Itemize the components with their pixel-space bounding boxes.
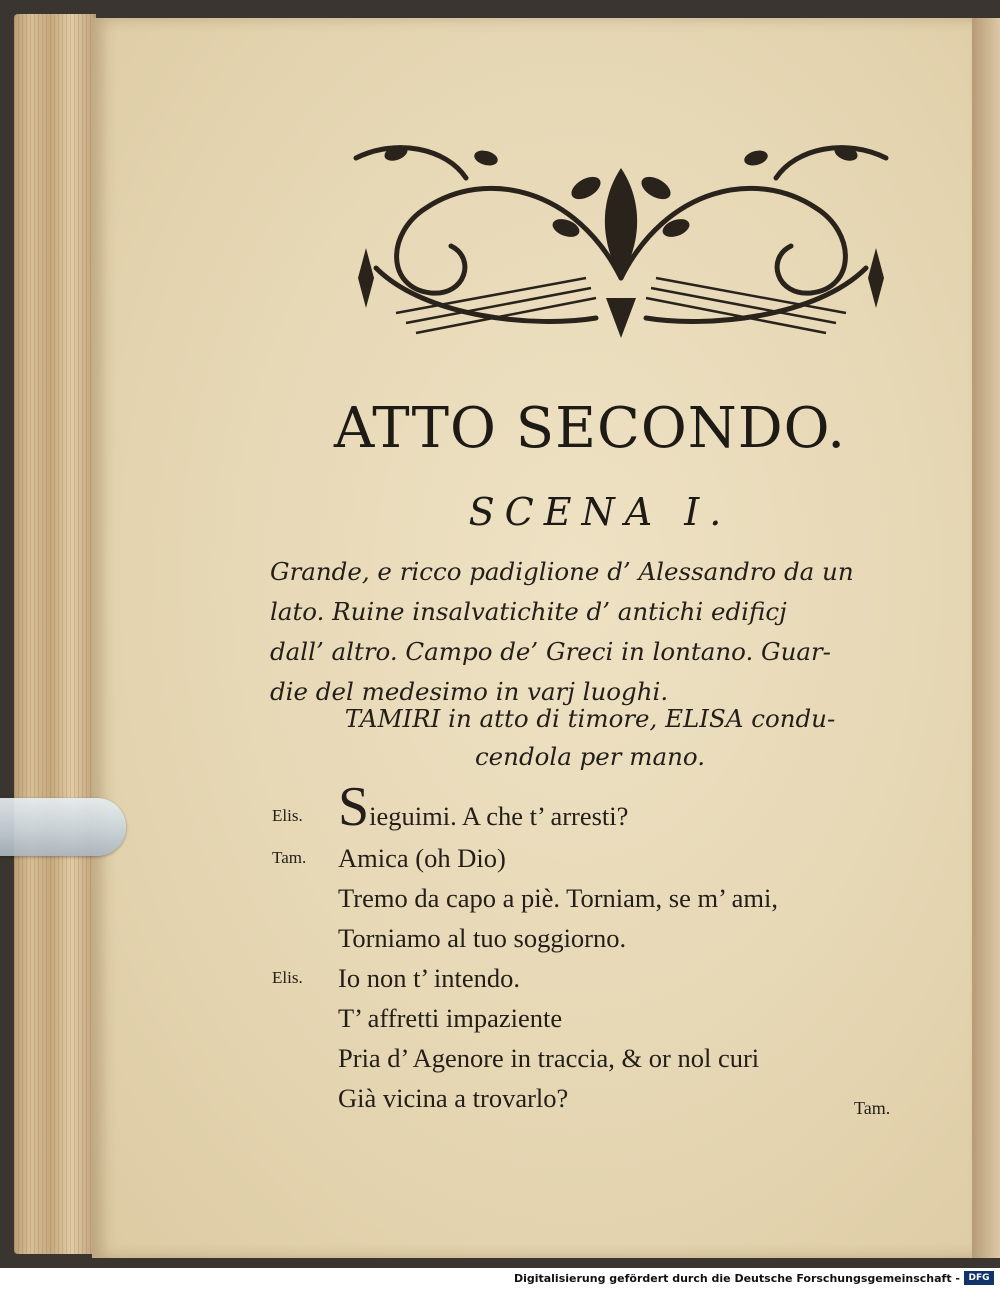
scene-heading: SCENA I. bbox=[468, 490, 732, 534]
act-title: ATTO SECONDO. bbox=[333, 396, 847, 461]
verse-rest: ieguimi. A che t’ arresti? bbox=[369, 801, 629, 831]
description-line: lato. Ruine insalvatichite d’ antichi edificj bbox=[270, 597, 787, 626]
dialogue-line bbox=[0, 956, 1000, 1000]
page-clip bbox=[0, 798, 126, 856]
verse-text: Pria d’ Agenore in traccia, & or nol curi bbox=[338, 1043, 760, 1073]
verse-text: T’ affretti impaziente bbox=[338, 1003, 563, 1033]
description-line: dall’ altro. Campo de’ Greci in lontano. Guar- bbox=[270, 637, 831, 666]
speaker-label: Elis. bbox=[272, 968, 303, 987]
verse-text: Io non t’ intendo. bbox=[338, 963, 521, 993]
dialogue-line bbox=[0, 916, 1000, 960]
verse-text: Tremo da capo a piè. Torniam, se m’ ami, bbox=[338, 883, 778, 913]
dialogue-line bbox=[0, 996, 1000, 1040]
dfg-logo: DFG bbox=[964, 1271, 994, 1285]
dialogue-line bbox=[0, 1036, 1000, 1080]
footer-bar bbox=[0, 1268, 1000, 1289]
stage-description bbox=[270, 552, 910, 712]
dialogue-line bbox=[0, 1076, 1000, 1120]
description-line: die del medesimo in varj luoghi. bbox=[270, 677, 669, 706]
direction-line: TAMIRI in atto di timore, ELISA condu- bbox=[344, 704, 836, 733]
dialogue-line bbox=[0, 776, 1000, 838]
direction-line: cendola per mano. bbox=[474, 742, 706, 771]
funding-notice: Digitalisierung gefördert durch die Deutsche Forschungsgemeinschaft - bbox=[513, 1272, 960, 1285]
speaker-label: Elis. bbox=[272, 806, 303, 825]
speaker-label: Tam. bbox=[272, 848, 307, 867]
verse-text bbox=[338, 776, 629, 838]
dialogue-line bbox=[0, 876, 1000, 920]
verse-text: Amica (oh Dio) bbox=[338, 843, 506, 873]
decorative-headpiece bbox=[336, 128, 906, 343]
verse-text: Già vicina a trovarlo? bbox=[338, 1083, 569, 1113]
verse-text: Torniamo al tuo soggiorno. bbox=[338, 923, 627, 953]
dialogue-line bbox=[0, 836, 1000, 880]
catchword: Tam. bbox=[854, 1098, 891, 1118]
character-direction bbox=[300, 700, 880, 776]
drop-cap: S bbox=[338, 776, 370, 838]
description-line: Grande, e ricco padiglione d’ Alessandro da un bbox=[270, 557, 854, 586]
